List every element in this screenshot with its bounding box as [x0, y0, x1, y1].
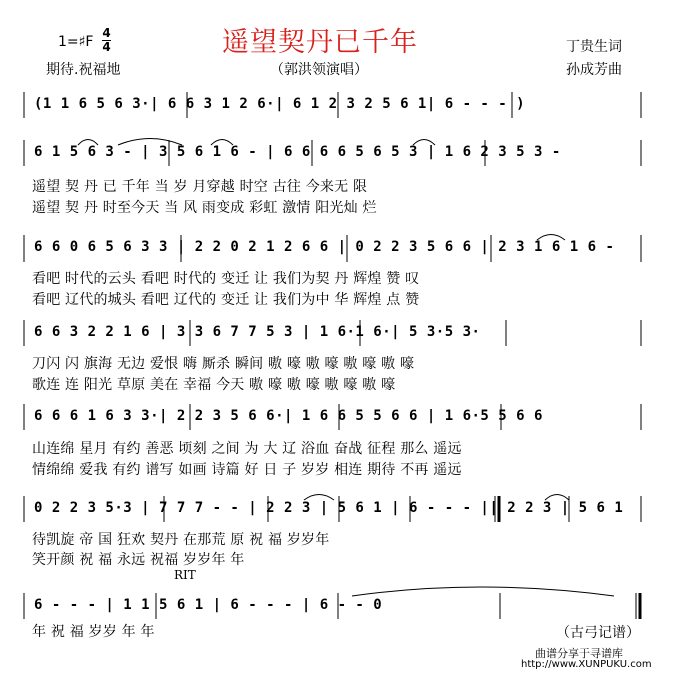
footer-site-name: 曲谱分享于寻谱库: [535, 647, 623, 660]
notation-row: 0 2 2 3 5·3 | 7 7 7 - - | 2 2 3 | 5 6 1 | 6 - - - || 2 2 3 | 5 6 1: [34, 500, 624, 516]
composer-credit: 孙成芳曲: [566, 62, 622, 78]
notation-row: 6 1 5 6 3 - | 3 5 6 1 6 - | 6 6 6 6 5 6 5 3 | 1 6 2 3 5 3 -: [34, 144, 561, 160]
notation-credit: （古弓记谱）: [556, 625, 640, 641]
lyric-line: 刀闪 闪 旗海 无边 爱恨 嗨 厮杀 瞬间 嗷 嚎 嗷 嚎 嗷 嚎 嗷 嚎: [32, 356, 415, 372]
lyric-line: 遥望 契 丹 已 千年 当 岁 月穿越 时空 古往 今来无 限: [32, 179, 368, 195]
ritardando-marking: RIT: [174, 568, 196, 582]
notation-row: 6 6 6 1 6 3 3·| 2 2 3 5 6 6·| 1 6 6 5 5 6 6 | 1 6·5 5 6 6: [34, 408, 543, 424]
song-title: 遥望契丹已千年: [222, 27, 418, 58]
time-bottom: 4: [102, 40, 111, 54]
lyric-line: 看吧 辽代的城头 看吧 辽代的 变迁 让 我们为中 华 辉煌 点 赞: [32, 292, 420, 308]
notation-row: 6 6 0 6 5 6 3 3 | 2 2 0 2 1 2 6 6 | 0 2 2 3 5 6 6 | 2 3 1 6 1 6 -: [34, 239, 615, 255]
lyric-line: 情绵绵 爱我 有约 谱写 如画 诗篇 好 日 子 岁岁 相连 期待 不再 遥远: [32, 462, 462, 478]
key-signature: 1=♯F: [58, 34, 94, 50]
lyric-line: 年 祝 福 岁岁 年 年: [32, 624, 155, 640]
lyric-line: 看吧 时代的云头 看吧 时代的 变迁 让 我们为契 丹 辉煌 赞 叹: [32, 271, 420, 287]
notation-row: 6 - - - | 1 1 5 6 1 | 6 - - - | 6 - - 0: [34, 597, 383, 613]
lyric-line: 歌连 连 阳光 草原 美在 幸福 今天 嗷 嚎 嗷 嚎 嗷 嚎 嗷 嚎: [32, 377, 396, 393]
notation-row: (1 1 6 5 6 3·| 6 6 3 1 2 6·| 6 1 2 3 2 5 6 1| 6 - - - ): [34, 96, 526, 112]
lyric-line: 待凯旋 帝 国 狂欢 契丹 在那荒 原 祝 福 岁岁年: [32, 532, 330, 548]
time-top: 4: [102, 26, 111, 40]
performer-credit: （郭洪领演唱）: [270, 62, 368, 78]
footer-site-url: http://www.XUNPUKU.com: [521, 659, 652, 670]
notation-row: 6 6 3 2 2 1 6 | 3 3 6 7 7 5 3 | 1 6·1 6·| 5 3·5 3·: [34, 324, 481, 340]
lyric-line: 山连绵 星月 有约 善恶 顷刻 之间 为 大 辽 浴血 奋战 征程 那么 遥远: [32, 441, 462, 457]
lyric-line: 遥望 契 丹 时至今天 当 风 雨变成 彩虹 激情 阳光灿 烂: [32, 200, 377, 216]
performance-mood: 期待.祝福地: [46, 62, 121, 78]
lyricist-credit: 丁贵生词: [566, 39, 622, 55]
lyric-line: 笑开颜 祝 福 永远 祝福 岁岁年 年: [32, 552, 245, 568]
